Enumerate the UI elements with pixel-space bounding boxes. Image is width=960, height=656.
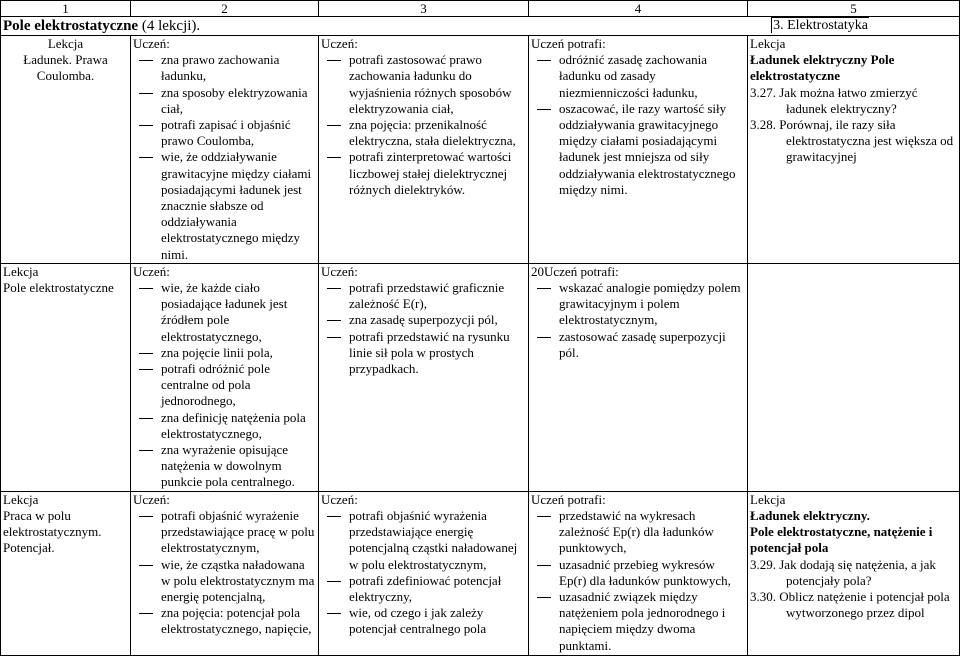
extended-requirements-cell xyxy=(319,491,529,655)
list-item: potrafi przedstawić graficznie zależność E(r), xyxy=(321,280,526,312)
page-marker: 20 xyxy=(531,263,544,279)
exercise-title: Ładunek elektryczny Pole elektrostatyczne xyxy=(750,52,895,84)
list-item: potrafi zastosować prawo zachowania ładunku do wyjaśnienia różnych sposobów elektryzowania ciał, xyxy=(321,52,526,117)
list-item: potrafi zapisać i objaśnić prawo Coulomba, xyxy=(133,117,316,149)
cell-heading xyxy=(531,264,745,280)
list-item: zna pojęcie linii pola, xyxy=(133,345,316,361)
list-item: potrafi objaśnić wyrażenie przedstawiające pracę w polu elektrostatycznym, xyxy=(133,508,316,557)
question-text: Porównaj, ile razy siła elektrostatyczna jest większa od grawitacyjnej xyxy=(779,117,954,165)
topic-cell xyxy=(1,263,131,491)
cell-heading: Uczeń: xyxy=(321,36,358,51)
section-title xyxy=(1,17,748,36)
exercise-label: Lekcja xyxy=(750,491,786,507)
question-number: 3.27. xyxy=(750,84,776,100)
list-item: zna pojęcia: przenikalność elektryczna, stała dielektryczna, xyxy=(321,117,526,149)
question-text: Jak dodają się natężenia, a jak potencjały pola? xyxy=(779,556,936,588)
cell-heading-text: Uczeń potrafi: xyxy=(544,263,619,279)
topic-cell xyxy=(1,491,131,655)
exercise-label: Lekcja xyxy=(750,36,786,51)
lesson-row xyxy=(1,263,960,491)
section-title-row xyxy=(1,17,960,36)
column-number: 4 xyxy=(529,1,748,17)
list-item: wie, że każde ciało posiadające ładunek jest źródłem pole elektrostatycznego, xyxy=(133,280,316,345)
cell-heading: Uczeń: xyxy=(321,263,358,279)
topic-line: Pole elektrostatyczne xyxy=(3,280,114,296)
list-item: uzasadnić związek między natężeniem pola jednorodnego i napięciem między dwoma punktami. xyxy=(531,589,745,654)
exercises-cell xyxy=(748,491,960,655)
column-number: 2 xyxy=(131,1,319,17)
basic-requirements-cell xyxy=(131,491,319,655)
list-item: uzasadnić przebieg wykresów Ep(r) dla ładunków punktowych, xyxy=(531,557,745,589)
topic-line: Ładunek. Prawa xyxy=(23,52,108,68)
list-item: potrafi zinterpretować wartości liczbowej stałej dielektrycznej różnych dielektryków. xyxy=(321,149,526,198)
cell-heading: Uczeń: xyxy=(133,491,170,507)
list-item: wskazać analogie pomiędzy polem grawitacyjnym i polem elektrostatycznym, xyxy=(531,280,745,329)
advanced-requirements-cell xyxy=(529,491,748,655)
advanced-requirements-cell xyxy=(529,36,748,264)
chapter-cell xyxy=(748,17,960,36)
exercises-cell xyxy=(748,263,960,491)
list-item: odróżnić zasadę zachowania ładunku od zasady niezmienniczości ładunku, xyxy=(531,52,745,101)
basic-requirements-cell xyxy=(131,263,319,491)
list-item: potrafi odróżnić pole centralne od pola jednorodnego, xyxy=(133,361,316,410)
topic-label: Lekcja xyxy=(3,263,39,279)
section-hours: (4 lekcji). xyxy=(141,18,201,34)
cell-heading: Uczeń: xyxy=(321,491,358,507)
list-item: zna sposoby elektryzowania ciał, xyxy=(133,85,316,117)
exercise-question xyxy=(750,85,957,117)
column-number: 3 xyxy=(319,1,529,17)
cell-heading: Uczeń: xyxy=(133,263,170,279)
exercise-subtitle: Pole elektrostatyczne, natężenie i potencjał pola xyxy=(750,524,933,556)
list-item: zna pojęcia: potencjał pola elektrostatycznego, napięcie, xyxy=(133,605,316,637)
extended-requirements-cell xyxy=(319,36,529,264)
cell-heading: Uczeń potrafi: xyxy=(531,36,606,51)
list-item: wie, że oddziaływanie grawitacyjne między ciałami posiadającymi ładunek jest znacznie słabsze od oddziaływania elektrostatycznego między nimi. xyxy=(133,149,316,262)
question-number: 3.30. xyxy=(750,588,776,604)
question-text: Oblicz natężenie i potencjał pola wytworzonego przez dipol xyxy=(779,588,950,621)
extended-requirements-cell xyxy=(319,263,529,491)
question-text: Jak można łatwo zmierzyć ładunek elektryczny? xyxy=(779,84,918,116)
list-item: przedstawić na wykresach zależność Ep(r) dla ładunków punktowych, xyxy=(531,508,745,557)
topic-line: Praca w polu xyxy=(3,507,71,523)
list-item: wie, od czego i jak zależy potencjał centralnego pola xyxy=(321,605,526,637)
advanced-requirements-cell xyxy=(529,263,748,491)
exercise-question xyxy=(750,557,957,589)
lesson-row xyxy=(1,36,960,264)
cell-heading: Uczeń: xyxy=(133,36,170,51)
list-item: potrafi przedstawić na rysunku linie sił pola w prostych przypadkach. xyxy=(321,329,526,378)
list-item: zastosować zasadę superpozycji pól. xyxy=(531,329,745,361)
list-item: zna wyrażenie opisujące natężenia w dowolnym punkcie pola centralnego. xyxy=(133,442,316,491)
list-item: potrafi objaśnić wyrażenia przedstawiające energię potencjalną cząstki naładowanej w polu elektrostatycznym, xyxy=(321,508,526,573)
topic-label: Lekcja xyxy=(3,491,39,507)
topic-line: Coulomba. xyxy=(36,68,95,84)
question-number: 3.29. xyxy=(750,556,776,572)
lesson-row xyxy=(1,491,960,655)
topic-cell xyxy=(1,36,131,264)
column-number-row xyxy=(1,1,960,17)
list-item: zna prawo zachowania ładunku, xyxy=(133,52,316,84)
column-number: 5 xyxy=(748,1,960,17)
topic-line: elektrostatycznym. xyxy=(3,524,102,540)
exercises-cell xyxy=(748,36,960,264)
exercise-question xyxy=(750,117,957,166)
list-item: oszacować, ile razy wartość siły oddziaływania grawitacyjnego między ciałami posiadającymi ładunek jest mniejsza od siły oddziaływania elektrostatycznego między nimi. xyxy=(531,101,745,198)
topic-line: Potencjał. xyxy=(3,540,55,556)
question-number: 3.28. xyxy=(750,117,776,133)
list-item: wie, że cząstka naładowana w polu elektrostatycznym ma energię potencjalną, xyxy=(133,557,316,606)
cell-heading: Uczeń potrafi: xyxy=(531,491,606,507)
exercise-title: Ładunek elektryczny. xyxy=(750,507,870,523)
list-item: zna definicję natężenia pola elektrostatycznego, xyxy=(133,410,316,442)
list-item: zna zasadę superpozycji pól, xyxy=(321,312,526,328)
basic-requirements-cell xyxy=(131,36,319,264)
section-title-text: Pole elektrostatyczne xyxy=(3,18,139,34)
topic-label: Lekcja xyxy=(47,36,84,51)
chapter-title: 3. Elektrostatyka xyxy=(773,18,868,33)
column-number: 1 xyxy=(1,1,131,17)
list-item: potrafi zdefiniować potencjał elektryczny, xyxy=(321,573,526,605)
exercise-question xyxy=(750,589,957,621)
